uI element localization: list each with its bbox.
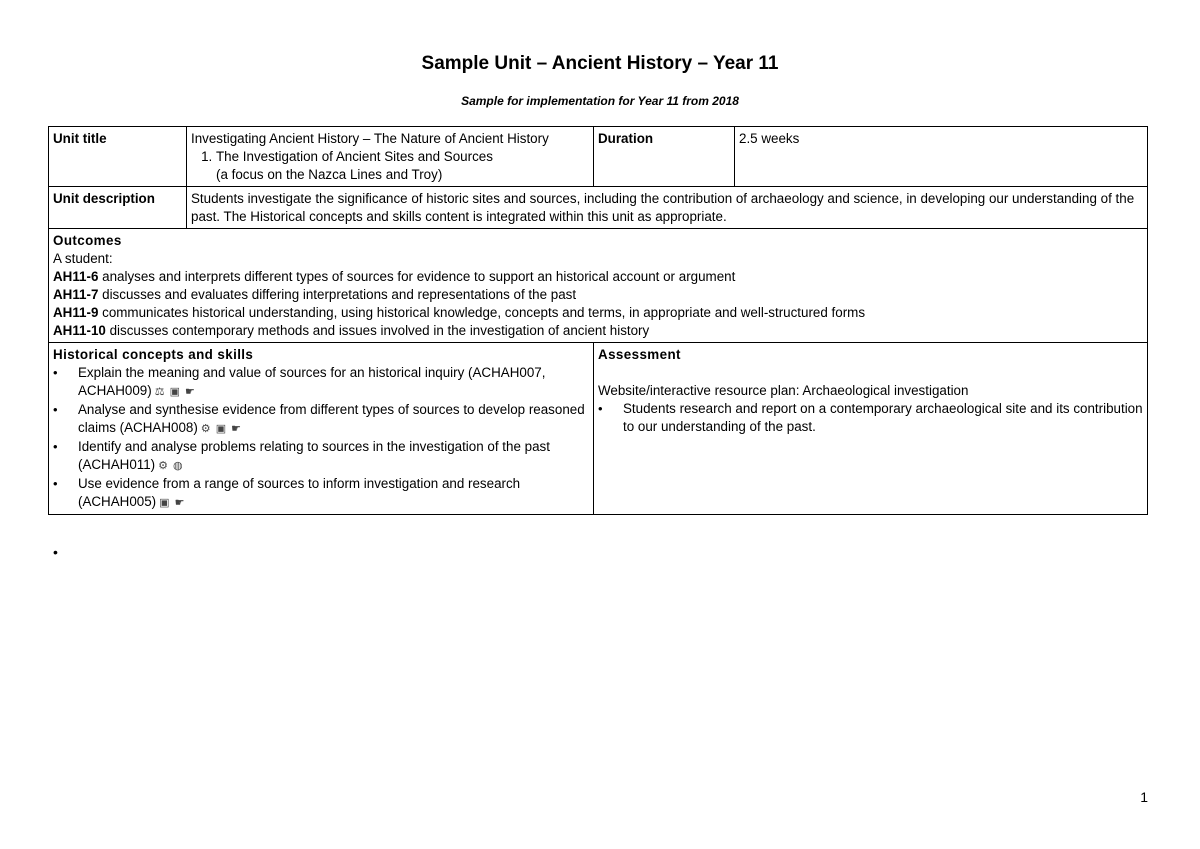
unit-description-label: Unit description [49,187,187,229]
assessment-item: • Students research and report on a contemporary archaeological site and its contribution to our understanding of the past. [598,400,1143,436]
unit-topic-item [216,148,589,184]
outcomes-row [49,229,1148,343]
assessment-cell [594,343,1148,515]
assessment-label: Assessment [598,347,681,362]
gears-globe-icon: ⚙ ◍ [158,460,184,472]
unit-topic-list [191,148,589,184]
outcome-item [53,286,1143,304]
duration-value: 2.5 weeks [735,127,1148,187]
concept-item [53,401,589,438]
concept-text: Identify and analyse problems relating to sources in the investigation of the past (ACHAH011) [78,439,550,472]
outcome-code: AH11-7 [53,287,99,302]
concepts-cell [49,343,594,515]
outcome-item [53,268,1143,286]
concepts-list [53,364,589,512]
page-number: 1 [1140,789,1148,805]
outcome-text: analyses and interprets different types of sources for evidence to support an historical account or argument [98,269,736,284]
unit-topic-text: The Investigation of Ancient Sites and Sources [216,149,493,164]
stray-bullet: • [53,544,58,560]
outcome-code: AH11-10 [53,323,106,338]
unit-title-label: Unit title [49,127,187,187]
outcome-text: discusses contemporary methods and issues involved in the investigation of ancient history [105,323,650,338]
scales-computer-pointer-icon: ⚖ ▣ ☛ [154,386,196,398]
assessment-task: Website/interactive resource plan: Archaeological investigation [598,383,969,398]
concept-text: Analyse and synthesise evidence from different types of sources to develop reasoned claims (ACHAH008) [78,402,585,435]
outcome-code: AH11-6 [53,269,99,284]
outcome-code: AH11-9 [53,305,99,320]
page-subtitle: Sample for implementation for Year 11 from 2018 [461,94,739,108]
outcome-item [53,304,1143,322]
concept-item [53,475,589,512]
outcomes-cell [49,229,1148,343]
unit-title-cell [187,127,594,187]
page-title: Sample Unit – Ancient History – Year 11 [421,53,779,74]
assessment-list [598,400,1143,436]
gears-computer-pointer-icon: ⚙ ▣ ☛ [200,423,243,435]
concept-item [53,438,589,475]
duration-label: Duration [594,127,735,187]
unit-description-text: Students investigate the significance of historic sites and sources, including the contribution of archaeology and science, in developing our understanding of the past. The Historical concepts and skills content is integrated within this unit as appropriate. [187,187,1148,229]
concept-item [53,364,589,401]
outcome-text: communicates historical understanding, using historical knowledge, concepts and terms, in appropriate and well-structured forms [98,305,866,320]
unit-title-row [49,127,1148,187]
outcomes-label: Outcomes [53,233,122,248]
unit-table [48,126,1148,515]
concept-text: Explain the meaning and value of sources for an historical inquiry (ACHAH007, ACHAH009) [78,365,546,398]
outcome-item [53,322,1143,340]
concepts-label: Historical concepts and skills [53,347,254,362]
outcome-text: discusses and evaluates differing interpretations and representations of the past [98,287,577,302]
unit-title-text: Investigating Ancient History – The Nature of Ancient History [191,131,549,146]
computer-pointer-icon: ▣ ☛ [159,497,186,509]
outcomes-intro: A student: [53,251,113,266]
concept-text: Use evidence from a range of sources to inform investigation and research (ACHAH005) [78,476,521,509]
unit-topic-focus: (a focus on the Nazca Lines and Troy) [216,167,443,182]
concepts-assessment-row [49,343,1148,515]
unit-description-row [49,187,1148,229]
